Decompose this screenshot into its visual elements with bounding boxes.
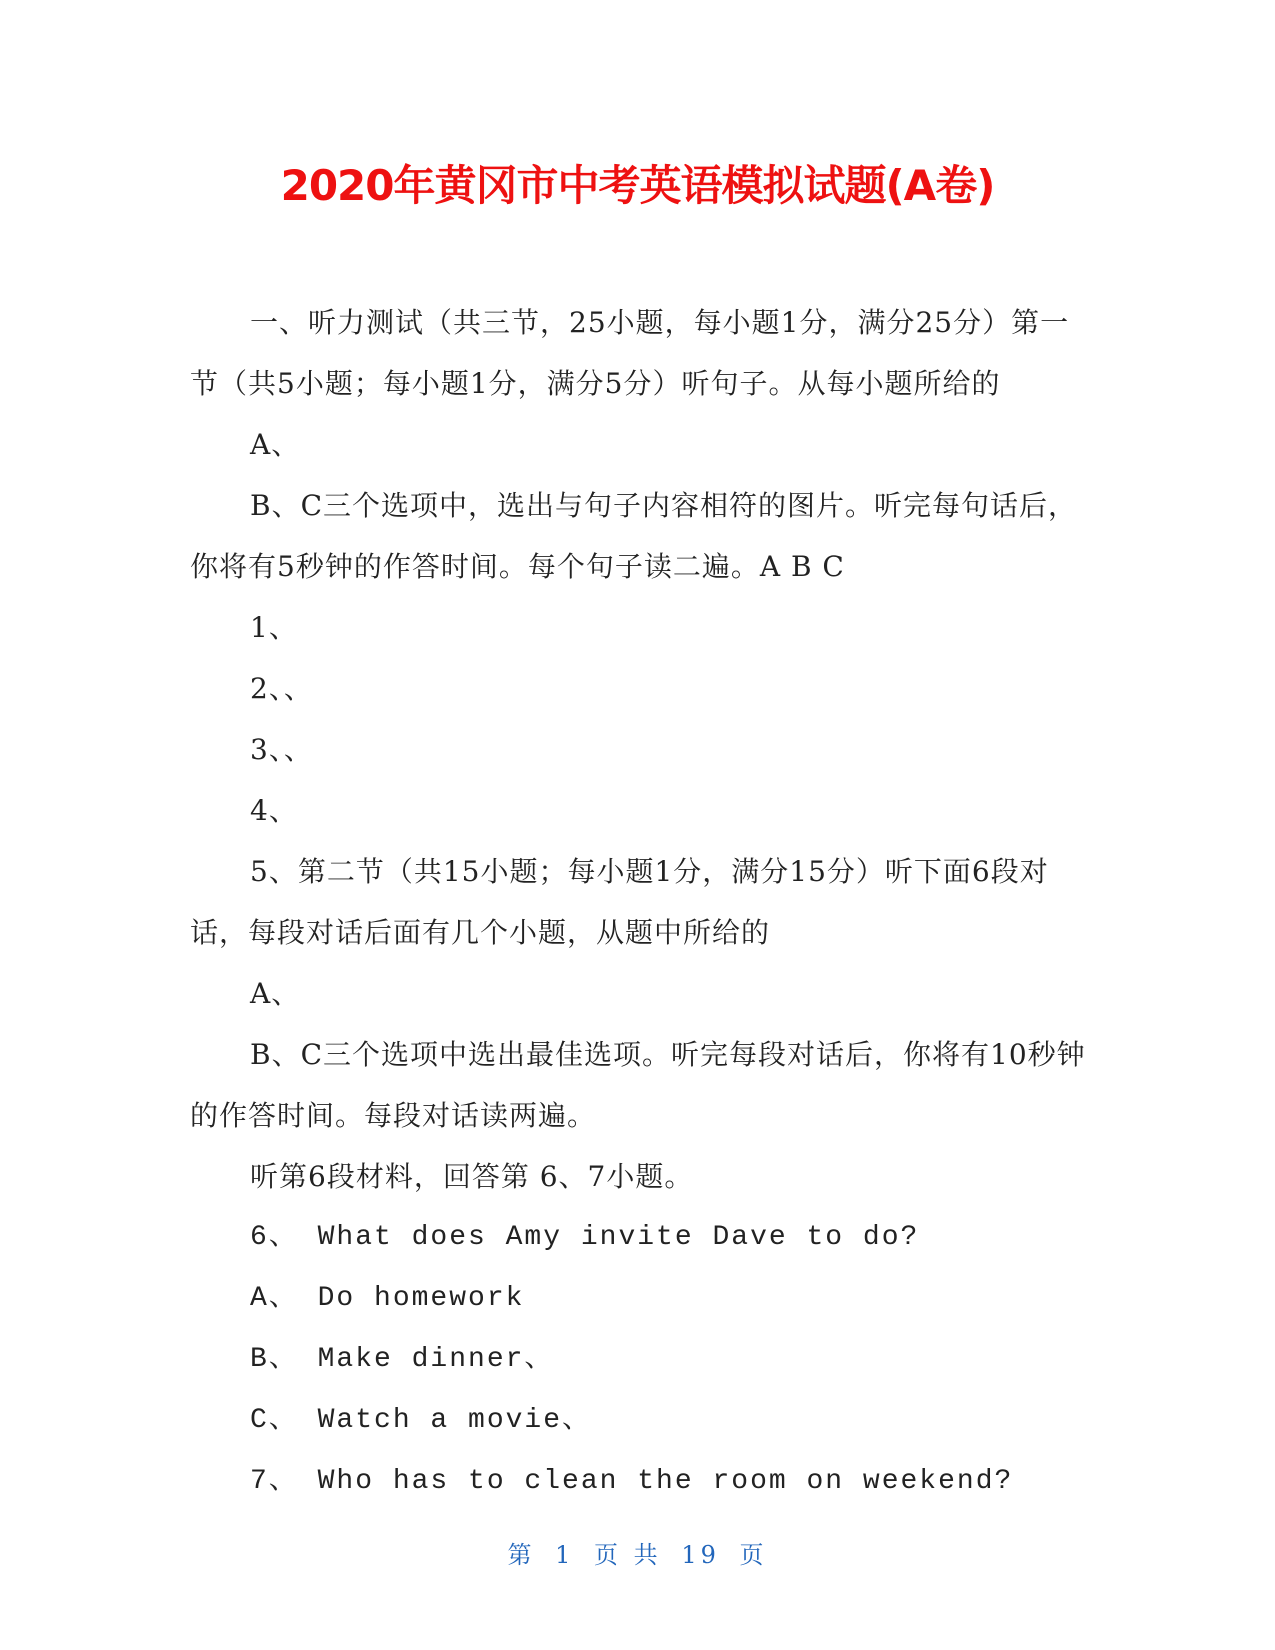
- document-title: 2020年黄冈市中考英语模拟试题(A卷): [280, 161, 995, 210]
- page-footer: [0, 1535, 1275, 1570]
- paragraph: 4、: [250, 794, 298, 827]
- paragraph: B、C三个选项中，选出与句子内容相符的图片。听完每句话后，你将有5秒钟的作答时间。每个句子读二遍。A B C: [190, 489, 1078, 583]
- paragraph: A、: [250, 428, 301, 461]
- footer-middle: 页 共: [594, 1541, 662, 1569]
- paragraph: 3、、: [250, 733, 313, 766]
- document-body: [190, 292, 1090, 1512]
- question-line: 6、 What does Amy invite Dave to do?: [250, 1222, 920, 1253]
- option-line: B、 Make dinner、: [250, 1344, 555, 1375]
- paragraph: 2、、: [250, 672, 313, 705]
- question-line: 7、 Who has to clean the room on weekend?: [250, 1466, 1014, 1497]
- option-line: C、 Watch a movie、: [250, 1405, 593, 1436]
- footer-suffix: 页: [739, 1541, 768, 1569]
- paragraph: 听第6段材料，回答第 6、7小题。: [250, 1160, 694, 1193]
- paragraph: 一、听力测试（共三节，25小题，每小题1分，满分25分）第一节（共5小题；每小题1分，满分5分）听句子。从每小题所给的: [190, 306, 1070, 400]
- footer-prefix: 第: [507, 1541, 536, 1569]
- option-line: A、 Do homework: [250, 1283, 525, 1314]
- paragraph: B、C三个选项中选出最佳选项。听完每段对话后，你将有10秒钟的作答时间。每段对话读两遍。: [190, 1038, 1086, 1132]
- paragraph: A、: [250, 977, 301, 1010]
- footer-total-pages: 19: [681, 1541, 720, 1569]
- footer-current-page: 1: [555, 1541, 575, 1569]
- paragraph: 1、: [250, 611, 298, 644]
- paragraph: 5、第二节（共15小题；每小题1分，满分15分）听下面6段对话，每段对话后面有几个小题，从题中所给的: [190, 855, 1049, 949]
